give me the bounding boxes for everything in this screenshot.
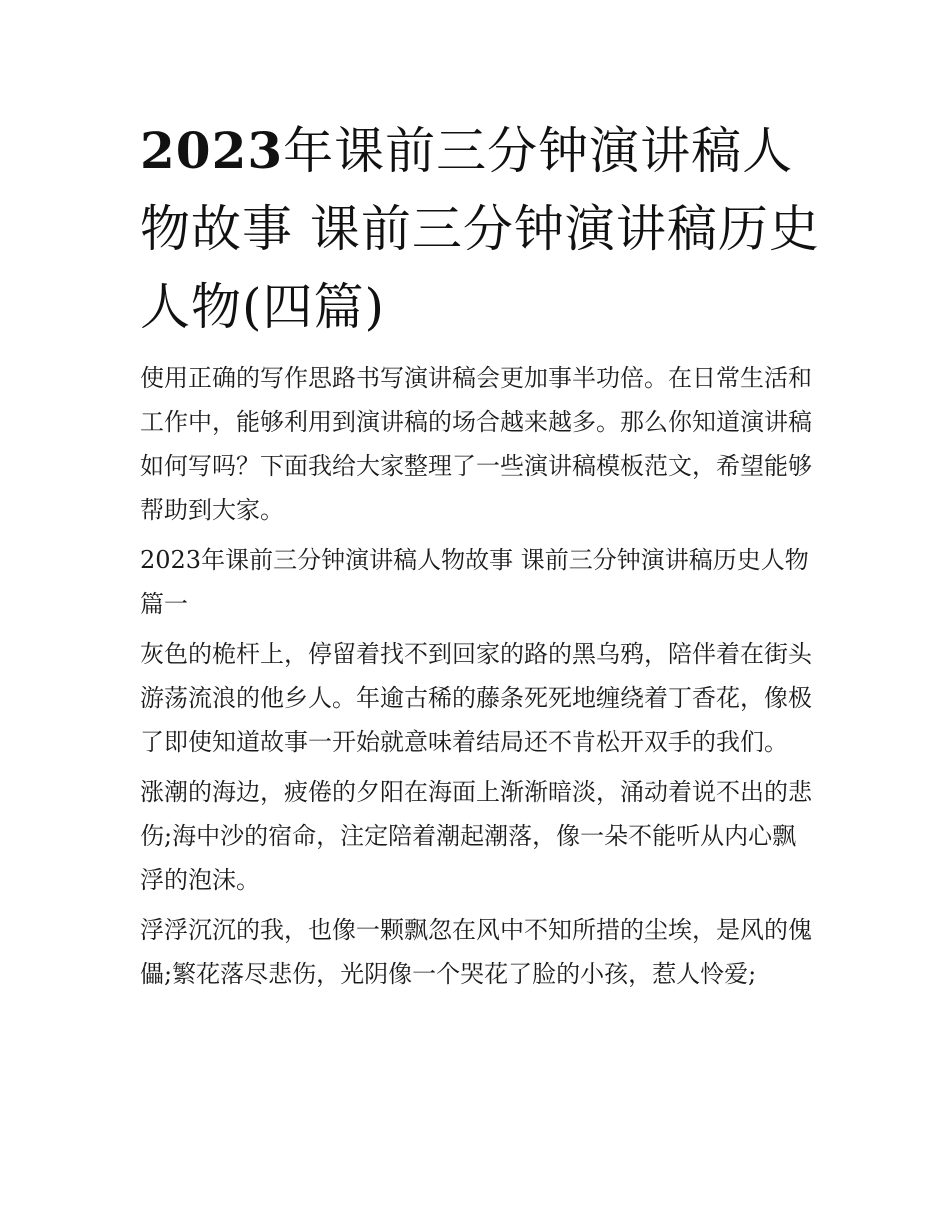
- document-title: [140, 112, 820, 346]
- body-paragraph-2: 涨潮的海边，疲倦的夕阳在海面上渐渐暗淡，涌动着说不出的悲伤;海中沙的宿命，注定陪着潮起潮落，像一朵不能听从内心飘浮的泡沫。: [140, 778, 812, 894]
- title-text: 年课前三分钟演讲稿人物故事 课前三分钟演讲稿历史人物(四篇): [140, 122, 820, 336]
- section-title: 2023年课前三分钟演讲稿人物故事 课前三分钟演讲稿历史人物篇一: [140, 546, 809, 618]
- intro-paragraph: 使用正确的写作思路书写演讲稿会更加事半功倍。在日常生活和工作中，能够利用到演讲稿的场合越来越多。那么你知道演讲稿如何写吗？下面我给大家整理了一些演讲稿模板范文，希望能够帮助到大家。: [140, 364, 812, 524]
- document-body: [140, 356, 815, 996]
- title-year: 2023: [140, 121, 284, 180]
- body-paragraph-3: 浮浮沉沉的我，也像一颗飘忽在风中不知所措的尘埃，是风的傀儡;繁花落尽悲伤，光阴像一个哭花了脸的小孩，惹人怜爱;: [140, 916, 812, 988]
- body-paragraph-1: 灰色的桅杆上，停留着找不到回家的路的黑乌鸦，陪伴着在街头游荡流浪的他乡人。年逾古稀的藤条死死地缠绕着丁香花，像极了即使知道故事一开始就意味着结局还不肯松开双手的我们。: [140, 640, 812, 756]
